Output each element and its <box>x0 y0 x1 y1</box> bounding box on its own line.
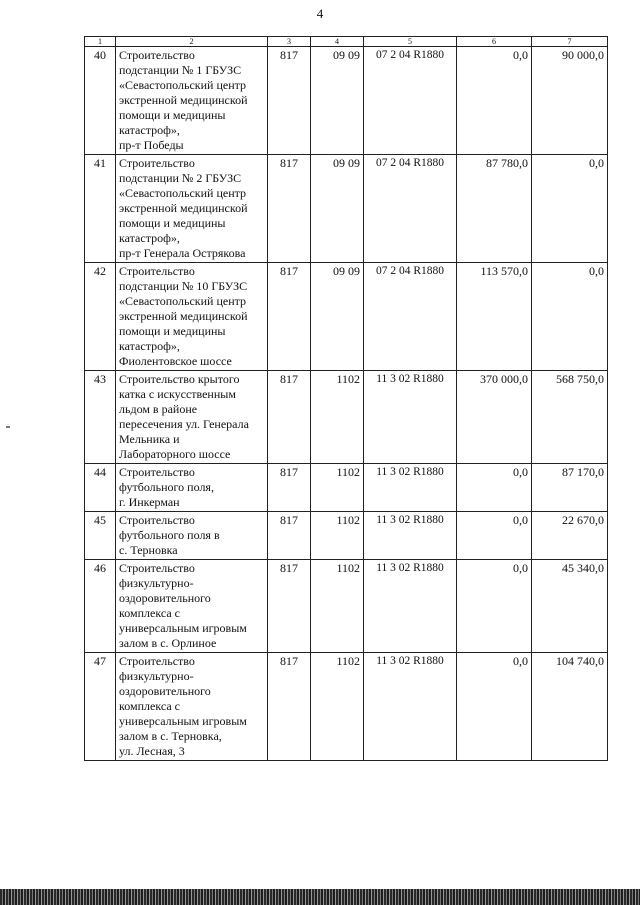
department-code: 817 <box>268 464 311 512</box>
department-code: 817 <box>268 263 311 371</box>
table-row <box>85 653 608 761</box>
object-name-line: Лабораторного шоссе <box>119 447 231 461</box>
column-header-6: 6 <box>457 37 532 47</box>
column-header-7: 7 <box>532 37 608 47</box>
object-name-line: Строительство <box>119 561 195 575</box>
object-name-line: экстренной медицинской <box>119 201 248 215</box>
object-name-line: «Севастопольский центр <box>119 186 247 200</box>
object-name-line: Строительство <box>119 156 195 170</box>
object-name-line: комплекса с <box>119 699 180 713</box>
row-number: 42 <box>85 263 116 371</box>
object-name <box>116 371 268 464</box>
amount-column-7: 22 670,0 <box>532 512 608 560</box>
object-name-line: универсальным игровым <box>119 621 247 635</box>
object-name-line: ул. Лесная, 3 <box>119 744 185 758</box>
object-name-line: Мельника и <box>119 432 180 446</box>
object-name-line: катка с искусственным <box>119 387 236 401</box>
table-row <box>85 560 608 653</box>
object-name-line: катастроф», <box>119 231 180 245</box>
object-name-line: физкультурно- <box>119 669 194 683</box>
amount-column-7: 87 170,0 <box>532 464 608 512</box>
table-row <box>85 464 608 512</box>
object-name-line: подстанции № 2 ГБУЗС <box>119 171 242 185</box>
column-header-2: 2 <box>116 37 268 47</box>
article-code: 11 3 02 R1880 <box>364 371 457 464</box>
section-code: 09 09 <box>311 155 364 263</box>
row-number: 47 <box>85 653 116 761</box>
article-code: 11 3 02 R1880 <box>364 464 457 512</box>
object-name-line: Строительство <box>119 654 195 668</box>
section-code: 1102 <box>311 653 364 761</box>
department-code: 817 <box>268 47 311 155</box>
row-number: 45 <box>85 512 116 560</box>
object-name <box>116 653 268 761</box>
object-name <box>116 512 268 560</box>
object-name-line: «Севастопольский центр <box>119 294 247 308</box>
object-name <box>116 155 268 263</box>
amount-column-6: 0,0 <box>457 512 532 560</box>
column-header-5: 5 <box>364 37 457 47</box>
amount-column-6: 87 780,0 <box>457 155 532 263</box>
object-name-line: помощи и медицины <box>119 216 226 230</box>
object-name-line: оздоровительного <box>119 591 211 605</box>
section-code: 09 09 <box>311 263 364 371</box>
object-name <box>116 47 268 155</box>
amount-column-7: 104 740,0 <box>532 653 608 761</box>
amount-column-7: 45 340,0 <box>532 560 608 653</box>
object-name-line: залом в с. Орлиное <box>119 636 217 650</box>
object-name-line: пр-т Генерала Острякова <box>119 246 246 260</box>
object-name-line: подстанции № 1 ГБУЗС <box>119 63 242 77</box>
amount-column-6: 0,0 <box>457 560 532 653</box>
amount-column-6: 0,0 <box>457 464 532 512</box>
object-name-line: «Севастопольский центр <box>119 78 247 92</box>
amount-column-6: 113 570,0 <box>457 263 532 371</box>
scan-mark <box>6 426 10 428</box>
object-name-line: пересечения ул. Генерала <box>119 417 249 431</box>
section-code: 09 09 <box>311 47 364 155</box>
article-code: 07 2 04 R1880 <box>364 263 457 371</box>
object-name-line: Строительство <box>119 264 195 278</box>
row-number: 43 <box>85 371 116 464</box>
section-code: 1102 <box>311 371 364 464</box>
object-name-line: экстренной медицинской <box>119 309 248 323</box>
row-number: 44 <box>85 464 116 512</box>
row-number: 40 <box>85 47 116 155</box>
table-row <box>85 155 608 263</box>
object-name-line: Фиолентовское шоссе <box>119 354 232 368</box>
object-name <box>116 560 268 653</box>
department-code: 817 <box>268 512 311 560</box>
article-code: 07 2 04 R1880 <box>364 155 457 263</box>
budget-table <box>84 36 608 761</box>
table-row <box>85 371 608 464</box>
object-name-line: экстренной медицинской <box>119 93 248 107</box>
object-name <box>116 263 268 371</box>
article-code: 11 3 02 R1880 <box>364 560 457 653</box>
section-code: 1102 <box>311 512 364 560</box>
object-name-line: футбольного поля в <box>119 528 220 542</box>
object-name-line: помощи и медицины <box>119 324 226 338</box>
object-name-line: Строительство крытого <box>119 372 240 386</box>
amount-column-6: 0,0 <box>457 47 532 155</box>
table-row <box>85 512 608 560</box>
article-code: 11 3 02 R1880 <box>364 653 457 761</box>
amount-column-7: 568 750,0 <box>532 371 608 464</box>
object-name-line: футбольного поля, <box>119 480 214 494</box>
amount-column-7: 0,0 <box>532 155 608 263</box>
column-header-3: 3 <box>268 37 311 47</box>
section-code: 1102 <box>311 464 364 512</box>
column-header-4: 4 <box>311 37 364 47</box>
table-body <box>85 47 608 761</box>
object-name-line: комплекса с <box>119 606 180 620</box>
department-code: 817 <box>268 653 311 761</box>
object-name <box>116 464 268 512</box>
page-number: 4 <box>316 6 324 21</box>
object-name-line: пр-т Победы <box>119 138 184 152</box>
object-name-line: с. Терновка <box>119 543 178 557</box>
object-name-line: катастроф», <box>119 123 180 137</box>
amount-column-7: 0,0 <box>532 263 608 371</box>
column-header-1: 1 <box>85 37 116 47</box>
amount-column-7: 90 000,0 <box>532 47 608 155</box>
scan-edge-artifact <box>0 889 640 905</box>
article-code: 07 2 04 R1880 <box>364 47 457 155</box>
object-name-line: Строительство <box>119 48 195 62</box>
object-name-line: льдом в районе <box>119 402 198 416</box>
object-name-line: Строительство <box>119 513 195 527</box>
object-name-line: залом в с. Терновка, <box>119 729 222 743</box>
object-name-line: оздоровительного <box>119 684 211 698</box>
object-name-line: г. Инкерман <box>119 495 180 509</box>
amount-column-6: 0,0 <box>457 653 532 761</box>
table-row <box>85 263 608 371</box>
amount-column-6: 370 000,0 <box>457 371 532 464</box>
department-code: 817 <box>268 371 311 464</box>
header-row <box>85 37 608 47</box>
object-name-line: универсальным игровым <box>119 714 247 728</box>
row-number: 41 <box>85 155 116 263</box>
table-row <box>85 47 608 155</box>
article-code: 11 3 02 R1880 <box>364 512 457 560</box>
department-code: 817 <box>268 560 311 653</box>
department-code: 817 <box>268 155 311 263</box>
object-name-line: подстанции № 10 ГБУЗС <box>119 279 248 293</box>
section-code: 1102 <box>311 560 364 653</box>
row-number: 46 <box>85 560 116 653</box>
object-name-line: физкультурно- <box>119 576 194 590</box>
object-name-line: помощи и медицины <box>119 108 226 122</box>
object-name-line: Строительство <box>119 465 195 479</box>
object-name-line: катастроф», <box>119 339 180 353</box>
